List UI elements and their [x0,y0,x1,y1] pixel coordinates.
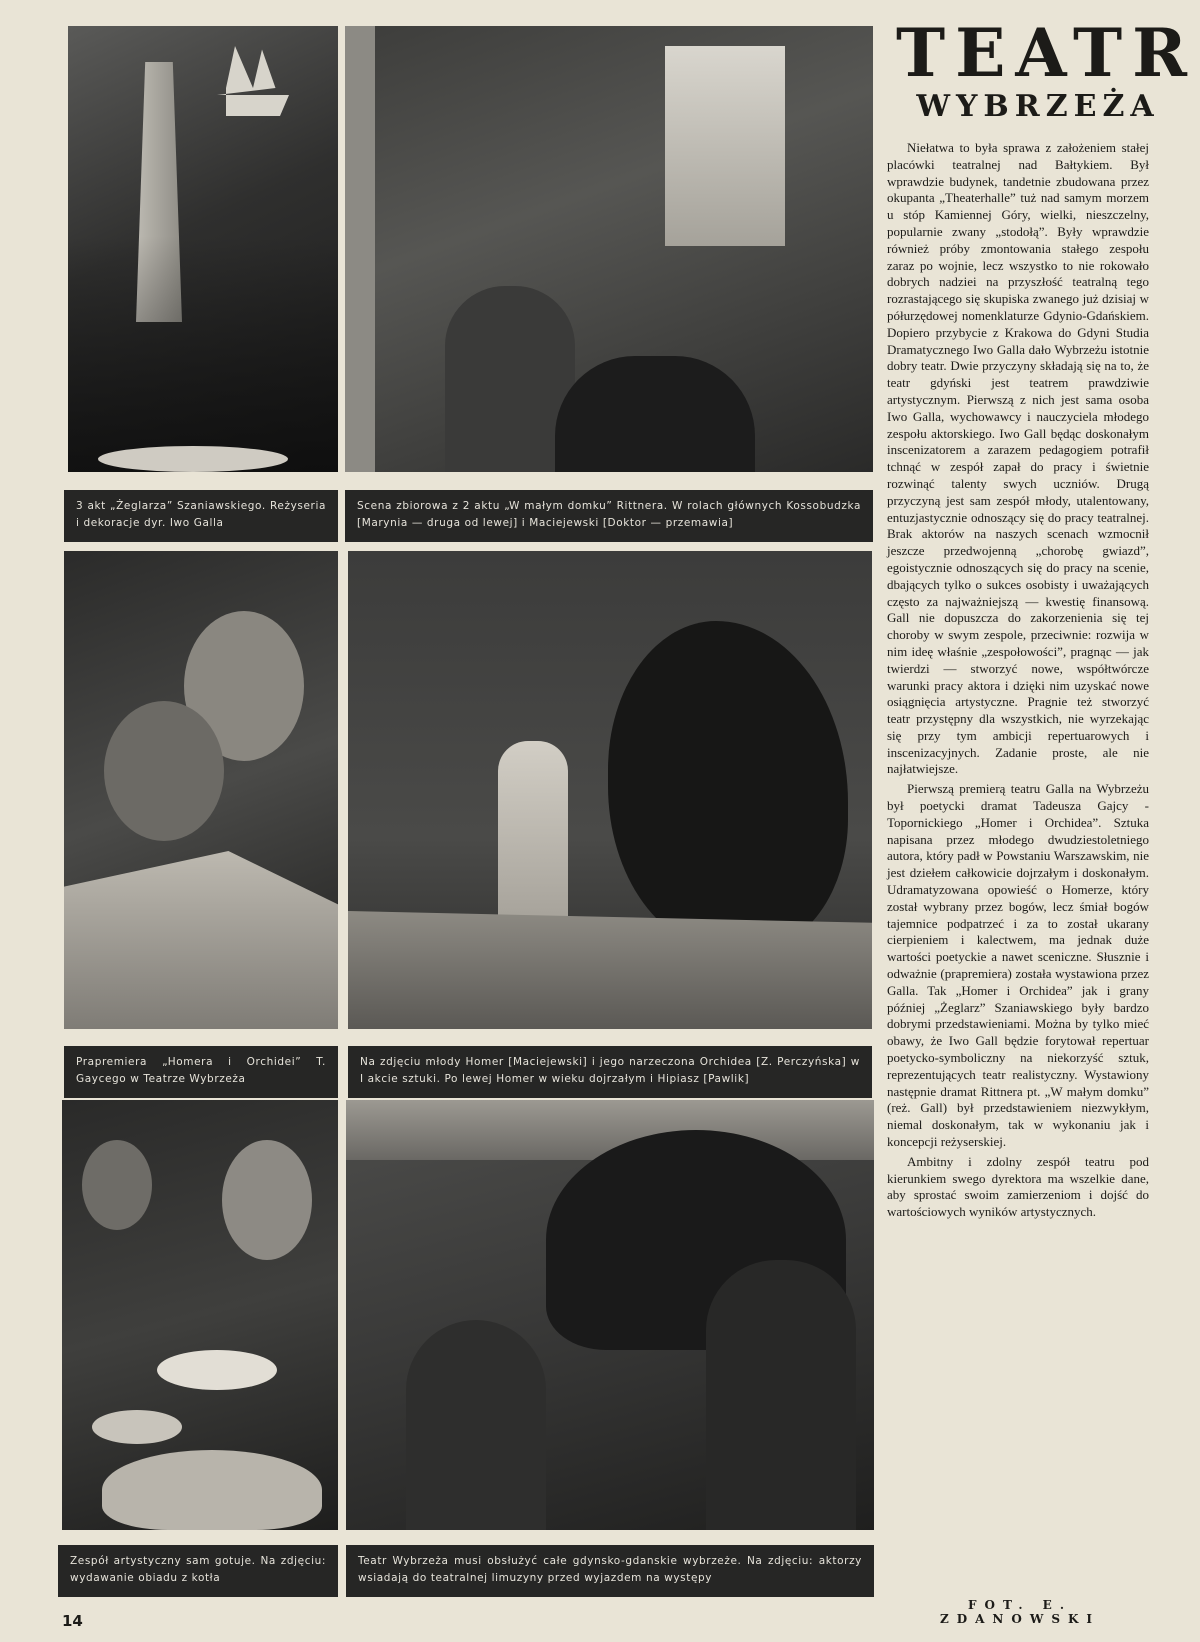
photo-w-malym-domku [345,26,873,472]
photo-actors-limousine [346,1100,874,1530]
photo-homer-orchidea-stage [348,551,872,1029]
article-paragraph-1: Niełatwa to była sprawa z założeniem stałej placówki teatralnej nad Bałtykiem. Był wprawdzie budynek, tandetnie zbudowana przez okupanta „Theaterhalle” tuż nad samym morzem u stóp Kamiennej Góry, wielki, nieszczelny, popularnie zwany „stodołą”. Były wprawdzie również próby zmontowania stałego zespołu zaraz po wojnie, lecz wszystko to nie rokowało dobrych nadziei na przyszłość teatralną tego rozrastającego się skupiska zwanego już dzisiaj w półurzędowej nomenklaturze Gdynio-Gdańskiem. Dopiero przybycie z Krakowa do Gdyni Studia Dramatycznego Iwo Galla dało Wybrzeżu istotnie dobry teatr. Dwie przyczyny składają się na to, że teatr gdyński jest teatrem prawdziwie artystycznym. Pierwszą z nich jest sama osoba Iwo Galla, wychowawcy i nauczyciela młodego zespołu aktorskiego. Iwo Gall będąc doskonałym inscenizatorem a zarazem pedagogiem potrafił tchnąć w zespół zapał do pracy i świetnie rozwinąć talenty swych uczniów. Drugą przyczyną jest sam zespół młody, utalentowany, entuzjastycznie odnoszący się do pracy teatralnej. Brak aktorów na naszych scenach wzmocnił jeszcze przedwojenną „chorobę gwiazd”, egoistycznie odnoszących się do pracy na scenie, dbających tylko o sukces osobisty i uważających często za najważniejszą — kwestię finansową. Gall nie dopuszcza do zakorzenienia się tej choroby w swym zespole, przeciwnie: rozwija w nim ideę właśnie „zespołowości”, pragnąc — jak twierdzi — stworzyć nowe, współtwórcze warunki pracy aktora i dzięki nim uzyskać nowe osiągnięcia artystyczne. Pragnie też stworzyć teatr przystępny dla wszystkich, nie wyrzekając się przy tym ambicji repertuarowych i inscenizacyjnych. Zadanie proste, ale nie najłatwiejsze. [887,140,1149,777]
headline-subtitle: WYBRZEŻA [916,89,1160,124]
photo-zeglarz-stage [68,26,338,472]
caption-4: Na zdjęciu młody Homer [Maciejewski] i jego narzeczona Orchidea [Z. Perczyńska] w I akcie sztuki. Po lewej Homer w wieku dojrzałym i Hipiasz [Pawlik] [348,1046,872,1098]
photo-homer-embrace [64,551,338,1029]
photo-cooking-lunch [62,1100,338,1530]
caption-1: 3 akt „Żeglarza” Szaniawskiego. Reżyseria i dekoracje dyr. Iwo Galla [64,490,338,542]
article-paragraph-2: Pierwszą premierą teatru Galla na Wybrzeżu był poetycki dramat Tadeusza Gajcy - Topornickiego „Homer i Orchidea”. Sztuka napisana przez młodego dwudziestoletniego autora, który padł w Powstaniu Warszawskim, nie jest dziełem całkowicie dojrzałym i doskonałym. Udramatyzowana opowieść o Homerze, który został wybrany przez bogów, lecz śmiał bogów tajemnice podpatrzeć i za to został ukarany cierpieniem i kalectwem, ma jednak duże wartości poetyckie a nawet sceniczne. Słusznie i odważnie (prapremiera) została wystawiona przez Galla. Tak „Homer i Orchidea” jak i grany później „Żeglarz” Szaniawskiego były bardzo dobrymi przedstawieniami. Można by tylko mieć obawy, że Iwo Gall będzie forytował repertuar poetycko-symboliczny na niekorzyść sztuk, reprezentujących teatr realistyczny. Wystawiony następnie dramat Rittnera pt. „W małym domku” (reż. Gall) był przedstawieniem niezwykłym, niemal doskonałym, tak w wykonaniu jak i koncepcji reżyserskiej. [887,781,1149,1150]
caption-5: Zespół artystyczny sam gotuje. Na zdjęciu: wydawanie obiadu z kotła [58,1545,338,1597]
headline-title: TEATR [896,14,1197,92]
caption-6: Teatr Wybrzeża musi obsłużyć całe gdynsko-gdanskie wybrzeże. Na zdjęciu: aktorzy wsiadają do teatralnej limuzyny przed wyjazdem na występy [346,1545,874,1597]
caption-3: Prapremiera „Homera i Orchidei” T. Gaycego w Teatrze Wybrzeża [64,1046,338,1098]
headline [888,14,1197,124]
photo-credit: FOT. E. ZDANOWSKI [939,1598,1101,1626]
page-number: 14 [62,1612,83,1630]
caption-2: Scena zbiorowa z 2 aktu „W małym domku” Rittnera. W rolach głównych Kossobudzka [Marynia — druga od lewej] i Maciejewski [Doktor — przemawia] [345,490,873,542]
article-body [887,140,1149,1224]
article-paragraph-3: Ambitny i zdolny zespół teatru pod kierunkiem swego dyrektora ma wszelkie dane, aby sprostać swoim zamierzeniom i dojść do wartościowych wyników artystycznych. [887,1153,1149,1220]
